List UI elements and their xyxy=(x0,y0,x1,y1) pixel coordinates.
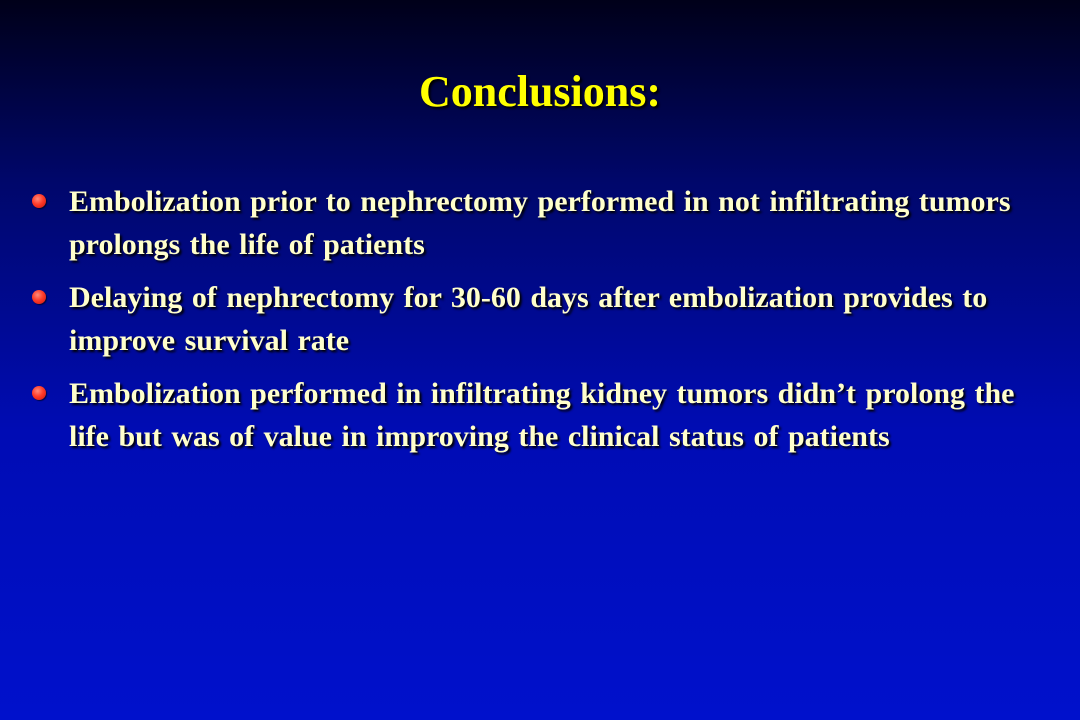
bullet-text: Embolization prior to nephrectomy performed in not infiltrating tumors prolongs the life of patients xyxy=(69,185,1011,261)
bullet-list xyxy=(30,180,1060,468)
bullet-item xyxy=(30,180,1060,266)
red-bullet-dot-icon xyxy=(32,386,46,400)
red-bullet-dot-icon xyxy=(32,290,46,304)
bullet-item xyxy=(30,276,1060,362)
red-bullet-dot-icon xyxy=(32,194,46,208)
slide-title: Conclusions: xyxy=(418,67,662,116)
bullet-text: Embolization performed in infiltrating kidney tumors didn’t prolong the life but was of value in improving the clinical status of patients xyxy=(69,377,1015,453)
bullet-item xyxy=(30,372,1060,458)
bullet-text: Delaying of nephrectomy for 30-60 days after embolization provides to improve survival rate xyxy=(69,281,988,357)
